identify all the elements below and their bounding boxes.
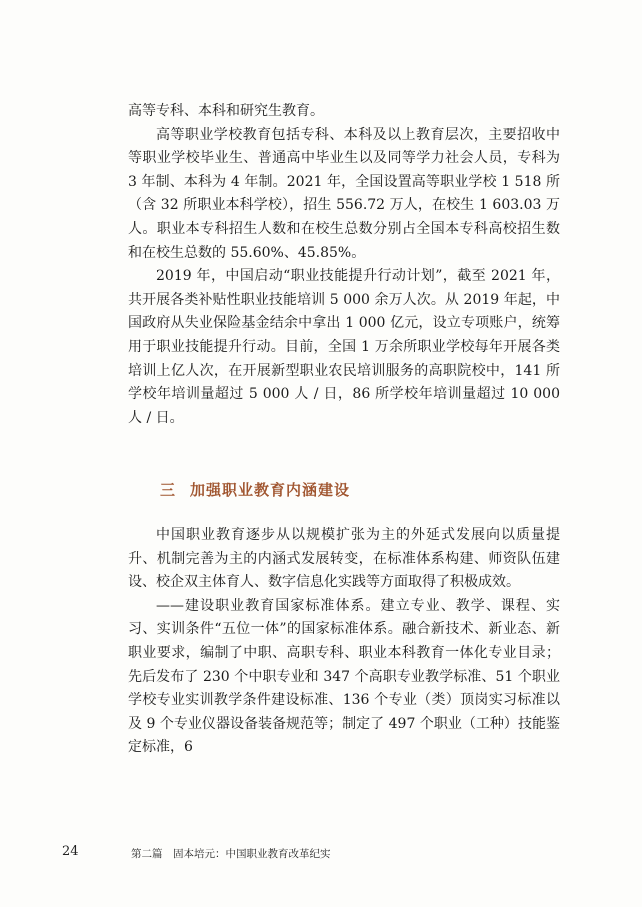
running-head: 第二篇 固本培元：中国职业教育改革纪实 (131, 848, 331, 860)
section-heading (160, 479, 350, 500)
section-number: 三 (160, 481, 177, 499)
paragraph: 中国职业教育逐步从以规模扩张为主的外延式发展向以质量提升、机制完善为主的内涵式发展转变，在标准体系构建、师资队伍建设、校企双主体育人、数字信息化实践等方面取得了积极成效。 (128, 527, 560, 591)
section-title: 加强职业教育内涵建设 (190, 481, 351, 499)
paragraph: 高等专科、本科和研究生教育。 (128, 103, 324, 119)
paragraph: 2019 年，中国启动“职业技能提升行动计划”，截至 2021 年，共开展各类补贴性职业技能培训 5 000 余万人次。从 2019 年起，中国政府从失业保险基金结余中拿出 1 000 亿元，设立专项账户，统筹用于职业技能提升行动。目前，全国 1 万余所职业学校每年开展各类培训上亿人次，在开展新型职业农民培训服务的高职院校中，141 所学校年培训量超过 5 000 人 / 日，86 所学校年培训量超过 10 000 人 / 日。 (128, 268, 560, 426)
paragraph: ——建设职业教育国家标准体系。建立专业、教学、课程、实习、实训条件“五位一体”的国家标准体系。融合新技术、新业态、新职业要求，编制了中职、高职专科、职业本科教育一体化专业目录；先后发布了 230 个中职专业和 347 个高职专业教学标准、51 个职业学校专业实训教学条件建设标准、136 个专业（类）顶岗实习标准以及 9 个专业仪器设备装备规范等；制定了 497 个职业（工种）技能鉴定标准，6 (128, 597, 560, 756)
body-text-top (128, 100, 560, 430)
body-text-bottom (128, 524, 560, 760)
paragraph: 高等职业学校教育包括专科、本科及以上教育层次，主要招收中等职业学校毕业生、普通高中毕业生以及同等学力社会人员，专科为 3 年制、本科为 4 年制。2021 年，全国设置高等职业学校 1 518 所（含 32 所职业本科学校），招生 556.72 万人，在校生 1 603.03 万人。职业本专科招生人数和在校生总数分别占全国本专科高校招生数和在校生总数的 55.60%、45.85%。 (128, 126, 560, 261)
page-number: 24 (62, 844, 79, 859)
